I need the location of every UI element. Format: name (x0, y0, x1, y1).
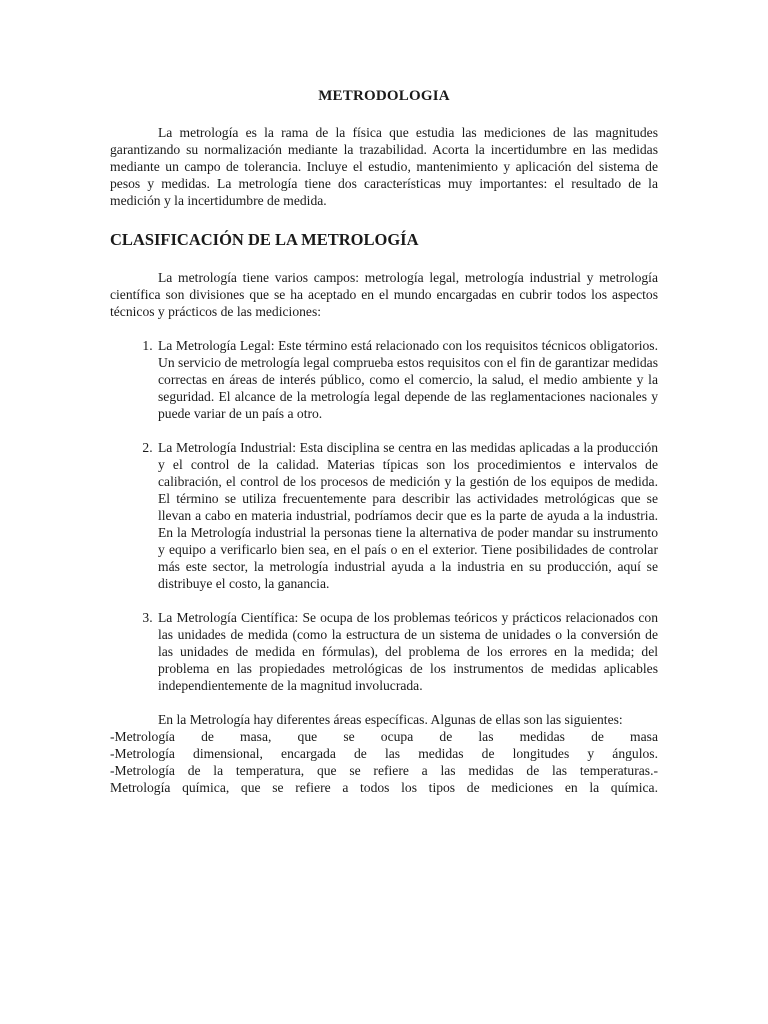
classification-list (110, 337, 658, 694)
area-line-chemical: Metrología química, que se refiere a todos los tipos de mediciones en la química. (110, 780, 658, 795)
classification-item-scientific: 3. La Metrología Científica: Se ocupa de los problemas teóricos y prácticos relacionados con las unidades de medida (como la estructura de un sistema de unidades o la conversión de las unidades de medida en fórmulas), del problema de los errores en la medida; del problema en las propiedades metrológicas de los instrumentos de medidas aplicables independientemente de la magnitud involucrada. (156, 609, 658, 694)
classification-item-legal: 1. La Metrología Legal: Este término está relacionado con los requisitos técnicos obligatorios. Un servicio de metrología legal comprueba estos requisitos con el fin de garantizar medidas correctas en áreas de interés público, como el comercio, la salud, el medio ambiente y la seguridad. El alcance de la metrología legal depende de las reglamentaciones nacionales y puede variar de un país a otro. (156, 337, 658, 422)
document-title: METRODOLOGIA (318, 88, 450, 104)
area-line-mass: -Metrología de masa, que se ocupa de las medidas de masa (110, 729, 658, 744)
areas-block (110, 711, 658, 796)
section-heading: CLASIFICACIÓN DE LA METROLOGÍA (110, 230, 419, 249)
section-intro-paragraph: La metrología tiene varios campos: metrología legal, metrología industrial y metrología científica son divisiones que se ha aceptado en el mundo encargadas en cubrir todos los aspectos técnicos y prácticos de las mediciones: (110, 270, 658, 319)
area-line-temperature: -Metrología de la temperatura, que se refiere a las medidas de las temperaturas.- (110, 763, 658, 778)
areas-intro-paragraph: En la Metrología hay diferentes áreas específicas. Algunas de ellas son las siguientes: (158, 712, 623, 727)
intro-paragraph: La metrología es la rama de la física que estudia las mediciones de las magnitudes garantizando su normalización mediante la trazabilidad. Acorta la incertidumbre en las medidas mediante un campo de tolerancia. Incluye el estudio, mantenimiento y aplicación del sistema de pesos y medidas. La metrología tiene dos características muy importantes: el resultado de la medición y la incertidumbre de medida. (110, 125, 658, 208)
classification-item-industrial: 2. La Metrología Industrial: Esta disciplina se centra en las medidas aplicadas a la producción y el control de la calidad. Materias típicas son los procedimientos e intervalos de calibración, el control de los procesos de medición y la gestión de los equipos de medida. El término se utiliza frecuentemente para describir las actividades metrológicas que se llevan a cabo en materia industrial, podríamos decir que es la parte de ayuda a la industria. En la Metrología industrial la personas tiene la alternativa de poder mandar su instrumento y equipo a verificarlo bien sea, en el país o en el exterior. Tiene posibilidades de controlar más este sector, la metrología industrial ayuda a la industria en su producción, aquí se distribuye el costo, la ganancia. (156, 439, 658, 592)
area-line-dimensional: -Metrología dimensional, encargada de las medidas de longitudes y ángulos. (110, 746, 658, 761)
